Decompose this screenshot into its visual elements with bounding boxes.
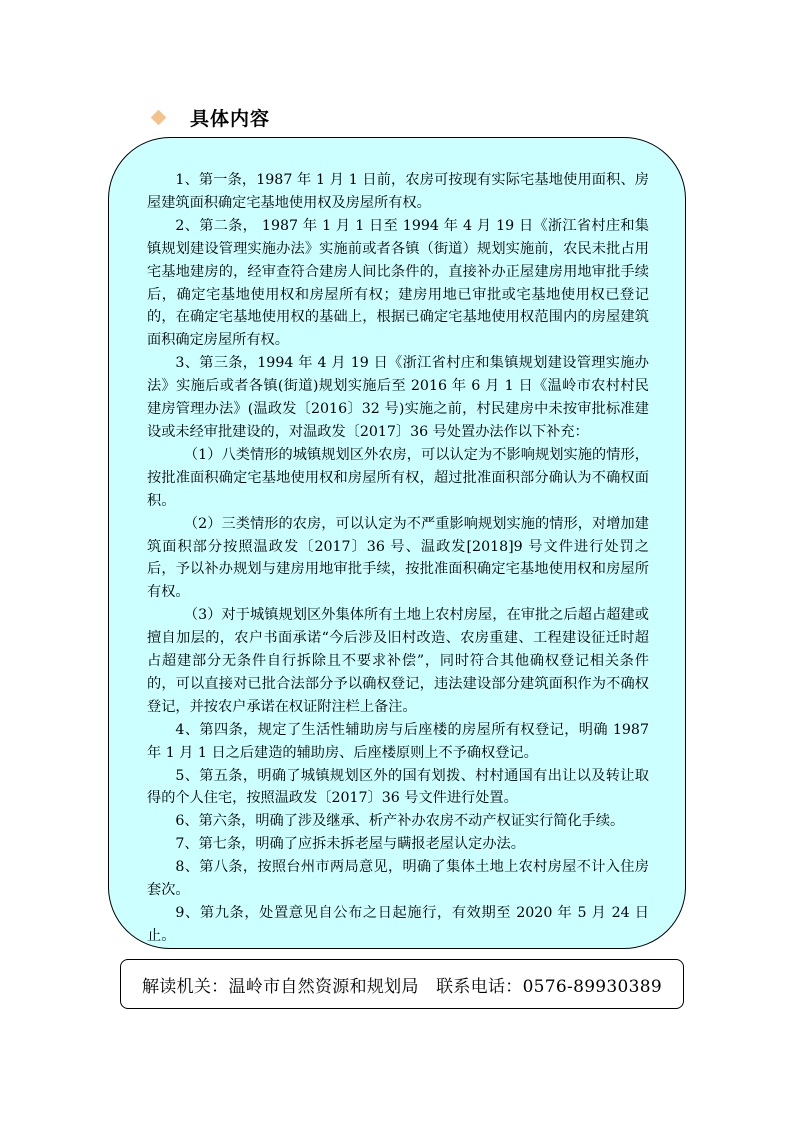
article-1: 1、第一条，1987 年 1 月 1 日前，农房可按现有实际宅基地使用面积、房屋建筑面积确定宅基地使用权及房屋所有权。	[147, 172, 649, 211]
diamond-bullet-icon	[151, 109, 167, 125]
contact-footer	[120, 959, 684, 1009]
article-3: 3、第三条，1994 年 4 月 19 日《浙江省村庄和集镇规划建设管理实施办法》实施后或者各镇(街道)规划实施后至 2016 年 6 月 1 日《温岭市农村村民建房管理办法》(温政发〔2016〕32 号)实施之前，村民建房中未按审批标准建设或未经审批建设的，对温政发〔2017〕36 号处置办法作以下补充：	[147, 355, 649, 440]
article-7: 7、第七条，明确了应拆未拆老屋与瞒报老屋认定办法。	[175, 836, 525, 853]
content-panel	[108, 137, 686, 949]
contact-info: 解读机关：温岭市自然资源和规划局 联系电话：0576-89930389	[141, 976, 663, 997]
section-heading	[150, 103, 270, 131]
article-3-item-2: （2）三类情形的农房，可以认定为不严重影响规划实施的情形，对增加建筑面积部分按照温政发〔2017〕36 号、温政发[2018]9 号文件进行处罚之后，予以补办规划与建房用地审批手续，按批准面积确定宅基地使用权和房屋所有权。	[147, 515, 649, 601]
article-5: 5、第五条，明确了城镇规划区外的国有划拨、村村通国有出让以及转让取得的个人住宅，按照温政发〔2017〕36 号文件进行处置。	[147, 767, 649, 807]
article-3-item-3: （3）对于城镇规划区外集体所有土地上农村房屋，在审批之后超占超建或擅自加层的，农户书面承诺“今后涉及旧村改造、农房重建、工程建设征迁时超占超建部分无条件自行拆除且不要求补偿”，同时符合其他确权登记相关条件的，可以直接对已批合法部分予以确权登记，违法建设部分建筑面积作为不确权登记，并按农户承诺在权证附注栏上备注。	[147, 607, 649, 715]
article-8: 8、第八条，按照台州市两局意见，明确了集体土地上农村房屋不计入住房套次。	[147, 859, 649, 899]
article-2: 2、第二条， 1987 年 1 月 1 日至 1994 年 4 月 19 日《浙江省村庄和集镇规划建设管理实施办法》实施前或者各镇（街道）规划实施前，农民未批占用宅基地建房的，经审查符合建房人间比条件的，直接补办正屋建房用地审批手续后，确定宅基地使用权和房屋所有权；建房用地已审批或宅基地使用权已登记的，在确定宅基地使用权的基础上，根据已确定宅基地使用权范围内的房屋建筑面积确定房屋所有权。	[147, 217, 649, 349]
article-4: 4、第四条，规定了生活性辅助房与后座楼的房屋所有权登记，明确 1987 年 1 月 1 日之后建造的辅助房、后座楼原则上不予确权登记。	[147, 721, 649, 761]
section-title: 具体内容	[190, 107, 271, 130]
article-6: 6、第六条，明确了涉及继承、析产补办农房不动产权证实行简化手续。	[175, 813, 625, 830]
article-3-item-1: （1）八类情形的城镇规划区外农房，可以认定为不影响规划实施的情形，按批准面积确定宅基地使用权和房屋所有权，超过批准面积部分确认为不确权面积。	[147, 446, 649, 509]
article-9: 9、第九条，处置意见自公布之日起施行，有效期至 2020 年 5 月 24 日止。	[147, 905, 649, 944]
